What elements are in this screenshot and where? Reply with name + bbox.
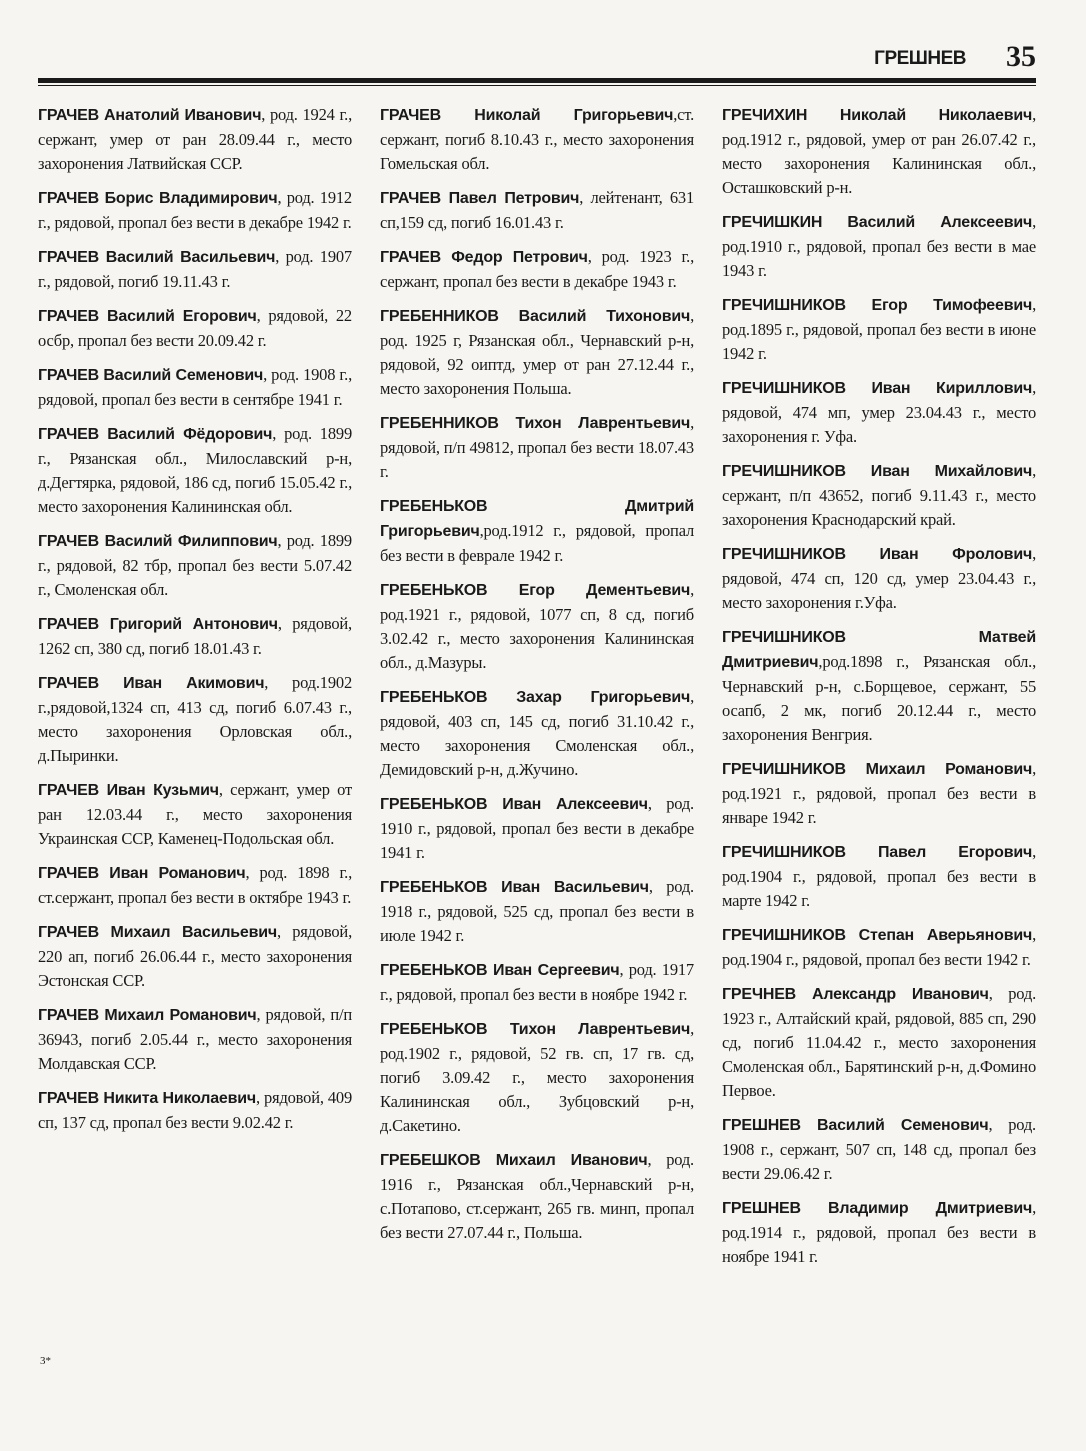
entry-text: , род. 1924 г., сержант, умер от ран 28.09.44 г., место захоронения Латвийская ССР.: [38, 105, 353, 173]
entry: [380, 1017, 694, 1138]
column-2: [380, 103, 694, 1279]
entry-text: , рядовой, 1262 сп, 380 сд, погиб 18.01.43 г.: [38, 614, 352, 658]
entry-text: , рядовой, 474 сп, 120 сд, умер 23.04.43 г., место захоронения г.Уфа.: [722, 544, 1036, 612]
entry: [38, 612, 352, 661]
entry-text: , род. 1899 г., Рязанская обл., Милославский р-н, д.Дегтярка, рядовой, 186 сд, погиб 15.05.42 г., место захоронения Калининская обл.: [38, 424, 352, 516]
entry: [38, 363, 352, 412]
entry-name: ГРЕЧИШНИКОВ Егор Тимофеевич: [722, 297, 1033, 314]
entry-text: , род. 1918 г., рядовой, 525 сд, пропал без вести в июле 1942 г.: [380, 877, 694, 945]
entry-name: ГРЕЧИШНИКОВ Иван Кириллович: [722, 380, 1033, 397]
entry-text: ,ст. сержант, погиб 8.10.43 г., место захоронения Гомельская обл.: [380, 105, 694, 173]
entry-text: , сержант, п/п 43652, погиб 9.11.43 г., место захоронения Краснодарский край.: [722, 461, 1036, 529]
entry-text: ,род.1912 г., рядовой, пропал без вести в феврале 1942 г.: [380, 521, 694, 565]
entry: [722, 376, 1036, 449]
entry: [380, 411, 694, 484]
entry: [380, 685, 694, 782]
entry: [38, 920, 352, 993]
entry-text: , род.1912 г., рядовой, умер от ран 26.07.42 г., место захоронения Калининская обл., Осташковский р-н.: [722, 105, 1036, 197]
entry-text: , род. 1923 г., сержант, пропал без вести в декабре 1943 г.: [380, 247, 695, 291]
entry-text: , род. 1908 г., сержант, 507 сп, 148 сд, пропал без вести 29.06.42 г.: [722, 1115, 1036, 1183]
entry: [722, 923, 1036, 972]
entry: [38, 671, 352, 768]
entry-name: ГРЕЧИШНИКОВ Матвей Дмитриевич: [722, 629, 1036, 671]
entry-name: ГРАЧЕВ Анатолий Иванович: [38, 107, 262, 124]
entry-name: ГРЕБЕННИКОВ Василий Тихонович: [380, 308, 691, 325]
text-columns: [38, 103, 1036, 1279]
entry-name: ГРАЧЕВ Федор Петрович: [380, 249, 588, 266]
entry-name: ГРАЧЕВ Василий Семенович: [38, 367, 264, 384]
entry-text: , род.1914 г., рядовой, пропал без вести в ноябре 1941 г.: [722, 1198, 1036, 1266]
entry-name: ГРЕБЕШКОВ Михаил Иванович: [380, 1152, 648, 1169]
entry: [38, 1003, 352, 1076]
entry-name: ГРАЧЕВ Никита Николаевич: [38, 1090, 256, 1107]
entry: [722, 103, 1036, 200]
entry-name: ГРЕЧИХИН Николай Николаевич: [722, 107, 1033, 124]
entry-text: , лейтенант, 631 сп,159 сд, погиб 16.01.43 г.: [380, 188, 694, 232]
entry: [380, 245, 694, 294]
entry-name: ГРАЧЕВ Иван Кузьмич: [38, 782, 219, 799]
entry-text: , рядовой, 220 ап, погиб 26.06.44 г., место захоронения Эстонская ССР.: [38, 922, 352, 990]
entry: [380, 792, 694, 865]
column-1: [38, 103, 352, 1279]
running-head: ГРЕШНЕВ: [874, 48, 966, 69]
entry-text: , род.1902 г.,рядовой,1324 сп, 413 сд, погиб 6.07.43 г., место захоронения Орловская обл., д.Пыринки.: [38, 673, 352, 765]
entry-text: , род. 1908 г., рядовой, пропал без вести в сентябре 1941 г.: [38, 365, 352, 409]
entry: [722, 542, 1036, 615]
entry-text: , рядовой, п/п 49812, пропал без вести 18.07.43 г.: [380, 413, 694, 481]
entry: [380, 578, 694, 675]
entry-name: ГРАЧЕВ Григорий Антонович: [38, 616, 278, 633]
entry: [380, 186, 694, 235]
entry-text: , род. 1907 г., рядовой, погиб 19.11.43 г.: [38, 247, 352, 291]
entry: [722, 625, 1036, 747]
entry: [722, 757, 1036, 830]
entry-name: ГРАЧЕВ Николай Григорьевич: [380, 107, 674, 124]
entry-text: , рядовой, 474 мп, умер 23.04.43 г., место захоронения г. Уфа.: [722, 378, 1036, 446]
entry-name: ГРАЧЕВ Иван Романович: [38, 865, 246, 882]
entry-text: , род. 1923 г., Алтайский край, рядовой, 885 сп, 290 сд, погиб 11.04.42 г., место захоронения Смоленская обл., Барятинский р-н, д.Фомино Первое.: [722, 984, 1036, 1100]
entry: [722, 459, 1036, 532]
entry-name: ГРАЧЕВ Василий Егорович: [38, 308, 257, 325]
entry-name: ГРЕЧИШКИН Василий Алексеевич: [722, 214, 1033, 231]
entry-name: ГРЕБЕНЬКОВ Тихон Лаврентьевич: [380, 1021, 691, 1038]
entry-text: , род. 1910 г., рядовой, пропал без вести в декабре 1941 г.: [380, 794, 694, 862]
entry: [38, 1086, 352, 1135]
header-rule-thick: [38, 78, 1036, 83]
entry-name: ГРАЧЕВ Михаил Васильевич: [38, 924, 277, 941]
entry-name: ГРАЧЕВ Василий Васильевич: [38, 249, 276, 266]
signature-mark: 3*: [40, 1355, 51, 1367]
entry-name: ГРАЧЕВ Михаил Романович: [38, 1007, 257, 1024]
header-rule-thin: [38, 85, 1036, 86]
entry-text: , род. 1917 г., рядовой, пропал без вести в ноябре 1942 г.: [380, 960, 694, 1004]
entry-text: , рядовой, 403 сп, 145 сд, погиб 31.10.42 г., место захоронения Смоленская обл., Демидовский р-н, д.Жучино.: [380, 687, 694, 779]
entry-text: , сержант, умер от ран 12.03.44 г., место захоронения Украинская ССР, Каменец-Подольская обл.: [38, 780, 352, 848]
entry-text: , род.1902 г., рядовой, 52 гв. сп, 17 гв. сд, погиб 3.09.42 г., место захоронения Калининская обл., Зубцовский р-н, д.Сакетино.: [380, 1019, 694, 1135]
entry-text: , род.1921 г., рядовой, 1077 сп, 8 сд, погиб 3.02.42 г., место захоронения Калининская обл., д.Мазуры.: [380, 580, 694, 672]
entry-name: ГРЕБЕННИКОВ Тихон Лаврентьевич: [380, 415, 691, 432]
entry: [38, 861, 352, 910]
entry: [380, 494, 694, 568]
entry-name: ГРАЧЕВ Иван Акимович: [38, 675, 265, 692]
entry: [380, 103, 694, 176]
entry: [38, 422, 352, 519]
entry: [38, 304, 352, 353]
entry-text: ,род.1898 г., Рязанская обл., Чернавский р-н, с.Борщевое, сержант, 55 осапб, 2 мк, погиб 20.12.44 г., место захоронения Венгрия.: [722, 652, 1036, 744]
entry-text: , рядовой, 409 сп, 137 сд, пропал без вести 9.02.42 г.: [38, 1088, 352, 1132]
entry-name: ГРЕШНЕВ Владимир Дмитриевич: [722, 1200, 1033, 1217]
entry-name: ГРЕБЕНЬКОВ Иван Алексеевич: [380, 796, 648, 813]
entry-name: ГРЕБЕНЬКОВ Иван Васильевич: [380, 879, 649, 896]
entry-text: , род. 1898 г., ст.сержант, пропал без вести в октябре 1943 г.: [38, 863, 352, 907]
entry-name: ГРЕЧИШНИКОВ Степан Аверьянович: [722, 927, 1033, 944]
entry: [38, 186, 352, 235]
entry: [38, 245, 352, 294]
entry-text: , род.1904 г., рядовой, пропал без вести 1942 г.: [722, 925, 1036, 969]
entry-name: ГРЕЧИШНИКОВ Павел Егорович: [722, 844, 1033, 861]
entry: [380, 1148, 694, 1245]
entry-text: , род.1904 г., рядовой, пропал без вести в марте 1942 г.: [722, 842, 1036, 910]
entry: [38, 529, 352, 602]
entry-text: , рядовой, 22 осбр, пропал без вести 20.09.42 г.: [38, 306, 352, 350]
entry-name: ГРЕШНЕВ Василий Семенович: [722, 1117, 989, 1134]
entry: [380, 304, 694, 401]
entry: [722, 293, 1036, 366]
entry: [722, 1113, 1036, 1186]
entry-text: , род.1895 г., рядовой, пропал без вести в июне 1942 г.: [722, 295, 1036, 363]
entry-name: ГРАЧЕВ Борис Владимирович: [38, 190, 278, 207]
entry: [722, 1196, 1036, 1269]
entry: [380, 958, 694, 1007]
page-number: 35: [1006, 40, 1036, 73]
entry-name: ГРЕБЕНЬКОВ Иван Сергеевич: [380, 962, 620, 979]
entry-text: , род.1910 г., рядовой, пропал без вести в мае 1943 г.: [722, 212, 1036, 280]
entry: [722, 982, 1036, 1103]
entry-name: ГРЕЧИШНИКОВ Иван Михайлович: [722, 463, 1033, 480]
entry-text: , род. 1912 г., рядовой, пропал без вести в декабре 1942 г.: [38, 188, 352, 232]
entry-name: ГРАЧЕВ Василий Фёдорович: [38, 426, 273, 443]
entry-name: ГРАЧЕВ Павел Петрович: [380, 190, 580, 207]
entry: [38, 778, 352, 851]
entry-text: , род. 1899 г., рядовой, 82 тбр, пропал без вести 5.07.42 г., Смоленская обл.: [38, 531, 352, 599]
entry-name: ГРЕБЕНЬКОВ Захар Григорьевич: [380, 689, 691, 706]
entry-text: , рядовой, п/п 36943, погиб 2.05.44 г., место захоронения Молдавская ССР.: [38, 1005, 352, 1073]
entry: [722, 210, 1036, 283]
entry-name: ГРЕЧИШНИКОВ Иван Фролович: [722, 546, 1033, 563]
entry-name: ГРЕБЕНЬКОВ Дмитрий Григорьевич: [380, 498, 694, 540]
entry-name: ГРАЧЕВ Василий Филиппович: [38, 533, 278, 550]
entry: [38, 103, 352, 176]
entry: [722, 840, 1036, 913]
entry-name: ГРЕЧНЕВ Александр Иванович: [722, 986, 989, 1003]
page-header: [38, 40, 1036, 80]
entry-text: , род.1921 г., рядовой, пропал без вести в январе 1942 г.: [722, 759, 1036, 827]
entry-name: ГРЕЧИШНИКОВ Михаил Романович: [722, 761, 1033, 778]
column-3: [722, 103, 1036, 1279]
entry-name: ГРЕБЕНЬКОВ Егор Дементьевич: [380, 582, 691, 599]
entry-text: , род. 1925 г, Рязанская обл., Чернавский р-н, рядовой, 92 оиптд, умер от ран 27.12.44 г., место захоронения Польша.: [380, 306, 694, 398]
entry: [380, 875, 694, 948]
entry-text: , род. 1916 г., Рязанская обл.,Чернавский р-н, с.Потапово, ст.сержант, 265 гв. минп, пропал без вести 27.07.44 г., Польша.: [380, 1150, 694, 1242]
